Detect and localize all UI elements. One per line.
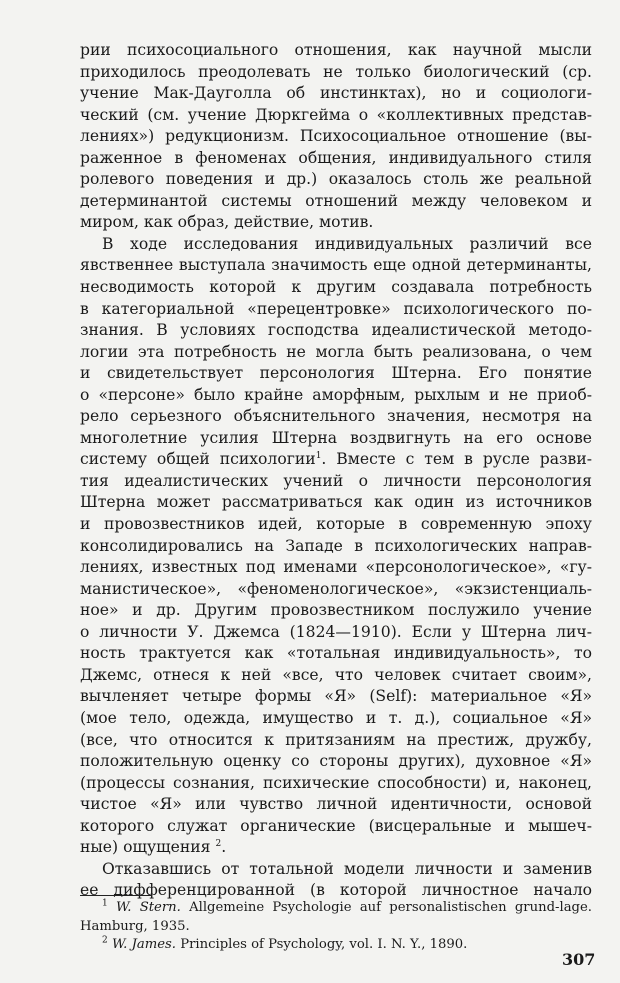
footnote-author: W. Stern. [116, 900, 181, 915]
text-line: логии эта потребность не могла быть реализована, о чем [80, 342, 592, 361]
footnote-author: W. James. [111, 937, 176, 952]
text-line: ролевого поведения и др.) оказалось столь же реальной [80, 170, 592, 189]
footnote-2 [80, 936, 592, 955]
text-line: о «персоне» было крайне аморфным, рыхлым и не приоб- [80, 385, 592, 404]
text-line: учение Мак-Дауголла об инстинктах), но и социологи- [80, 84, 592, 103]
footnote-text: Allgemeine Psychologie auf personalistischen grund-lage. Hamburg, 1935. [80, 900, 592, 934]
footnote-ref-2[interactable]: 2 [215, 839, 222, 850]
text-line: положительную оценку со стороны других), духовное «Я» [80, 752, 592, 771]
text-line: ческий (см. учение Дюркгейма о «коллективных представ- [80, 105, 592, 124]
text-line: ное» и др. Другим провозвестником послужило учение [80, 601, 592, 620]
paragraph-1 [80, 40, 592, 234]
text-line: и провозвестников идей, которые в современную эпоху [80, 515, 592, 534]
text-line: вычленяет четыре формы «Я» (Self): материальное «Я» [80, 687, 592, 706]
text-line: Штерна может рассматриваться как один из источников [80, 493, 592, 512]
paragraph-2 [80, 234, 592, 859]
text-line: (все, что относится к притязаниям на престиж, дружбу, [80, 730, 592, 749]
text-line: консолидировались на Западе в психологических направ- [80, 536, 592, 555]
text-line: явственнее выступала значимость еще одной детерминанты, [80, 256, 592, 275]
text-line: многолетние усилия Штерна воздвигнуть на его основе [80, 428, 592, 447]
footnote-1 [80, 899, 592, 936]
text-segment: ные) ощущения [80, 838, 211, 857]
text-line: о личности У. Джемса (1824—1910). Если у Штерна лич- [80, 622, 592, 641]
main-text [80, 40, 592, 902]
footnote-mark: 1 [102, 898, 108, 909]
footnote-text: Principles of Psychology, vol. I. N. Y., 1890. [180, 937, 468, 952]
text-line: ность трактуется как «тотальная индивидуальность», то [80, 644, 592, 663]
text-line: несводимость которой к другим создавала потребность [80, 278, 592, 297]
text-line: рии психосоциального отношения, как научной мысли [80, 41, 592, 59]
text-line: раженное в феноменах общения, индивидуального стиля [80, 148, 592, 167]
page-number: 307 [562, 950, 596, 969]
text-line: и свидетельствует персонология Штерна. Его понятие [80, 364, 592, 383]
text-line [80, 837, 592, 859]
text-line: рело серьезного объяснительного значения, несмотря на [80, 407, 592, 426]
text-segment: . [221, 838, 227, 857]
text-line: манистическое», «феноменологическое», «экзистенциаль- [80, 579, 592, 598]
text-line: тия идеалистических учений о личности персонология [80, 471, 592, 490]
paragraph-3 [80, 859, 592, 902]
text-line: знания. В условиях господства идеалистической методо- [80, 321, 592, 340]
text-segment: систему общей психологии [80, 450, 316, 469]
text-line: чистое «Я» или чувство личной идентичности, основой [80, 795, 592, 814]
text-line: Отказавшись от тотальной модели личности и заменив [102, 859, 592, 878]
text-line [80, 449, 592, 471]
text-line: В ходе исследования индивидуальных различий все [102, 234, 592, 253]
text-line: детерминантой системы отношений между человеком и [80, 191, 592, 210]
text-line: (процессы сознания, психические способности) и, наконец, [80, 773, 592, 792]
text-line: лениях, известных под именами «персонологическое», «гу- [80, 558, 592, 577]
text-segment: . Вместе с тем в русле разви- [321, 450, 592, 469]
text-line: (мое тело, одежда, имущество и т. д.), социальное «Я» [80, 708, 592, 727]
text-line: лениях») редукционизм. Психосоциальное отношение (вы- [80, 127, 592, 146]
text-line: приходилось преодолевать не только биологический (ср. [80, 62, 592, 81]
footnote-mark: 2 [102, 935, 108, 946]
footnote-ref-1[interactable]: 1 [315, 451, 322, 462]
footnotes [80, 899, 592, 955]
text-line: миром, как образ, действие, мотив. [80, 213, 374, 232]
text-line: которого служат органические (висцеральные и мышеч- [80, 816, 592, 835]
text-line: Джемс, отнеся к ней «все, что человек считает своим», [80, 665, 592, 684]
footnote-divider [80, 895, 152, 896]
text-line: ее дифференцированной (в которой личностное начало [80, 881, 592, 900]
text-line: в категориальной «перецентровке» психологического по- [80, 299, 592, 318]
